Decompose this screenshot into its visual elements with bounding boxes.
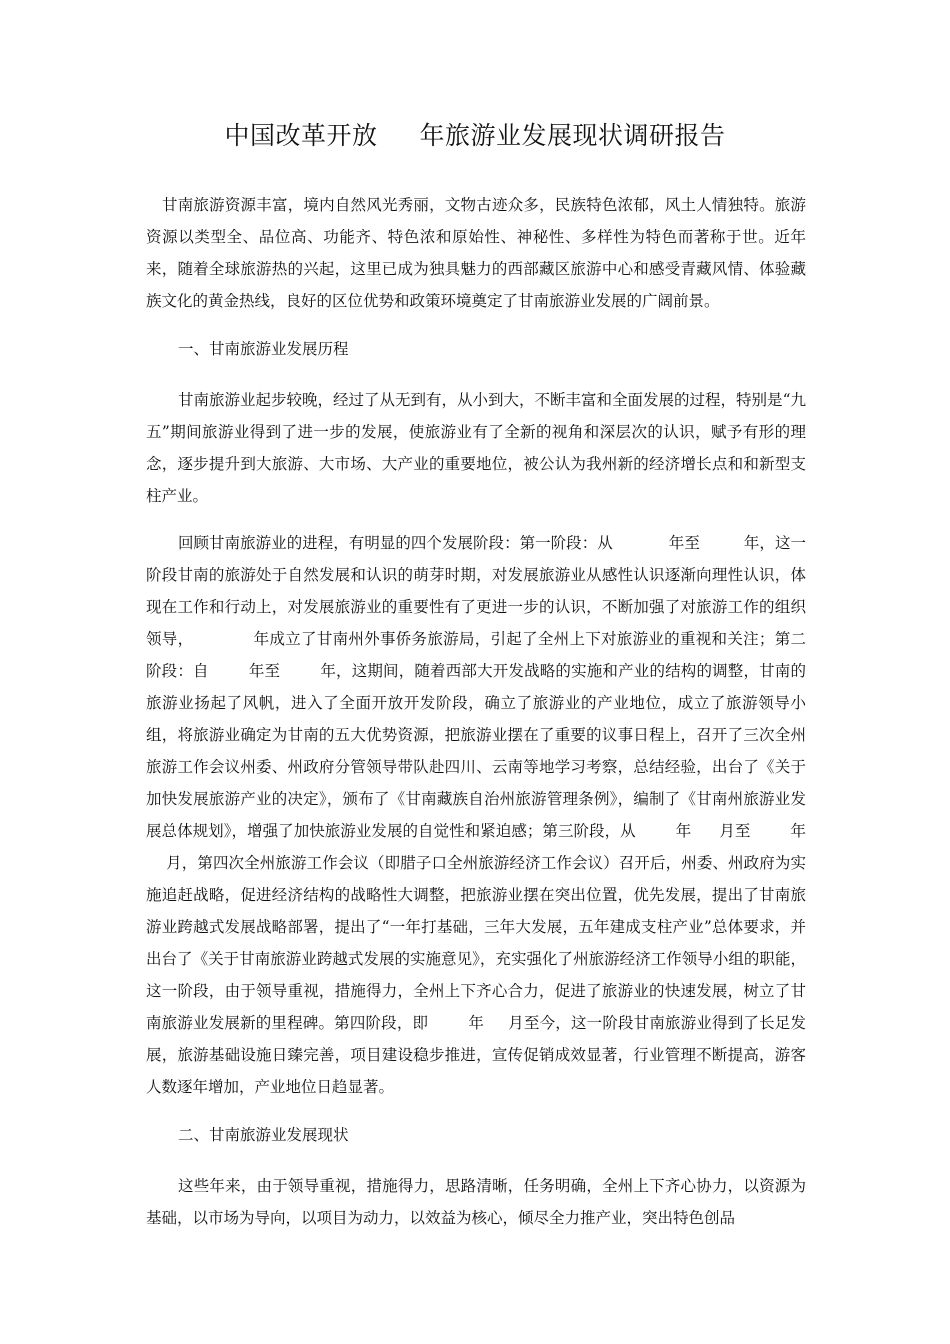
text-segment: 回顾甘南旅游业的进程，有明显的四个发展阶段：第一阶段：从 <box>178 534 613 552</box>
text-segment: 年成立了甘南州外事侨务旅游局，引起了全州上下对旅游业的重视和关注；第二阶段：自 <box>146 630 806 680</box>
text-segment: 月，第四次全州旅游工作会议（即腊子口全州旅游经济工作会议）召开后，州委、州政府为实施追赶战略，促进经济结构的战略性大调整，把旅游业摆在突出位置，优先发展，提出了甘南旅游业跨越式发展战略部署，提出了“一年打基础，三年大发展，五年建成支柱产业”总体要求，并出台了《关于甘南旅游业跨越式发展的实施意见》，充实强化了州旅游经济工作领导小组的职能，这一阶段，由于领导重视，措施得力，全州上下齐心合力，促进了旅游业的快速发展，树立了甘南旅游业发展新的里程碑。第四阶段，即 <box>146 854 806 1032</box>
intro-paragraph: 甘南旅游资源丰富，境内自然风光秀丽，文物古迹众多，民族特色浓郁，风土人情独特。旅游资源以类型全、品位高、功能齐、特色浓和原始性、神秘性、多样性为特色而著称于世。近年来，随着全球旅游热的兴起，这里已成为独具魅力的西部藏区旅游中心和感受青藏风情、体验藏族文化的黄金热线，良好的区位优势和政策环境奠定了甘南旅游业发展的广阔前景。 <box>146 196 806 310</box>
text-segment: 年 <box>790 822 806 840</box>
section-1-paragraph-1: 甘南旅游业起步较晚，经过了从无到有，从小到大，不断丰富和全面发展的过程，特别是“九五”期间旅游业得到了进一步的发展，使旅游业有了全新的视角和深层次的认识，赋予有形的理念，逐步提升到大旅游、大市场、大产业的重要地位，被公认为我州新的经济增长点和和新型支柱产业。 <box>146 391 806 505</box>
title-part-1: 中国改革开放 <box>224 121 378 150</box>
section-1-heading: 一、甘南旅游业发展历程 <box>178 340 349 358</box>
text-segment: 年 <box>468 1014 485 1032</box>
text-segment: 月至 <box>719 822 751 840</box>
text-segment: 年至 <box>248 662 281 680</box>
text-segment: 年 <box>675 822 692 840</box>
document-title <box>0 116 950 152</box>
section-2-paragraph-1: 这些年来，由于领导重视，措施得力，思路清晰，任务明确，全州上下齐心协力，以资源为基础，以市场为导向，以项目为动力，以效益为核心，倾尽全力推产业，突出特色创品 <box>146 1177 806 1227</box>
section-1-paragraph-2 <box>146 527 806 1103</box>
text-segment: 年，这期间，随着西部大开发战略的实施和产业的结构的调整，甘南的旅游业扬起了风帆，进入了全面开放开发阶段，确立了旅游业的产业地位，成立了旅游领导小组，将旅游业确定为甘南的五大优势资源，把旅游业摆在了重要的议事日程上，召开了三次全州旅游工作会议州委、州政府分管领导带队赴四川、云南等地学习考察，总结经验，出台了《关于加快发展旅游产业的决定》，颁布了《甘南藏族自治州旅游管理条例》，编制了《甘南州旅游业发展总体规划》，增强了加快旅游业发展的自觉性和紧迫感；第三阶段，从 <box>146 662 806 840</box>
text-segment: 月至今，这一阶段甘南旅游业得到了长足发展，旅游基础设施日臻完善，项目建设稳步推进，宣传促销成效显著，行业管理不断提高，游客人数逐年增加，产业地位日趋显著。 <box>146 1014 806 1096</box>
title-part-2: 年旅游业发展现状调研报告 <box>419 121 726 150</box>
text-segment: 年，这一阶段甘南的旅游处于自然发展和认识的萌芽时期，对发展旅游业从感性认识逐渐向理性认识，体现在工作和行动上，对发展旅游业的重要性有了更进一步的认识，不断加强了对旅游工作的组织领导， <box>146 534 806 648</box>
section-2-heading: 二、甘南旅游业发展现状 <box>178 1126 349 1144</box>
text-segment: 年至 <box>668 534 700 552</box>
